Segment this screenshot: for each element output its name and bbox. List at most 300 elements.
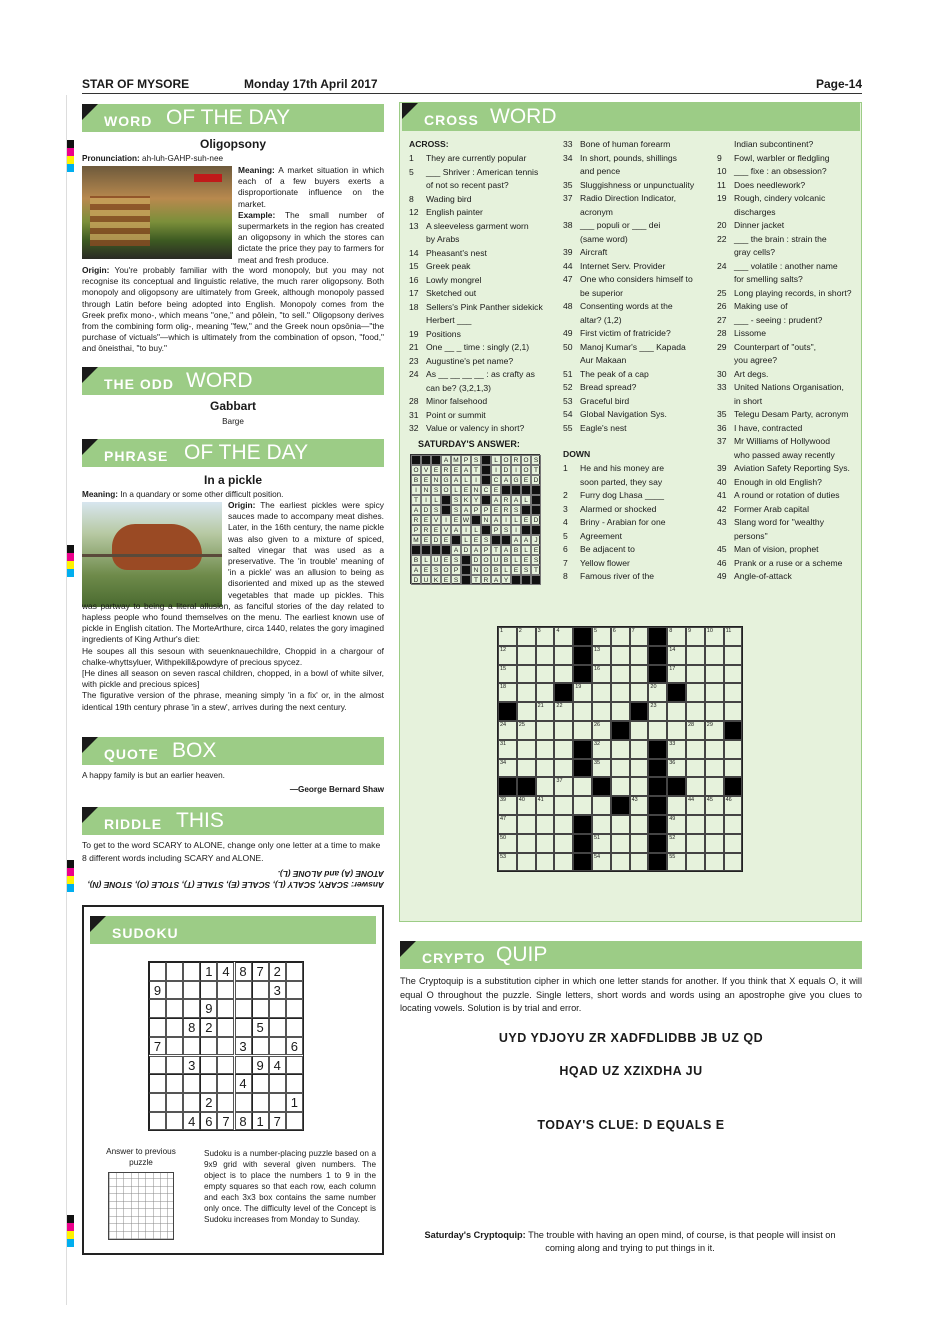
crossword-cell[interactable]: 7 bbox=[630, 627, 649, 646]
crossword-cell[interactable] bbox=[705, 853, 724, 872]
sudoku-cell[interactable] bbox=[166, 1037, 183, 1056]
crossword-cell[interactable] bbox=[573, 702, 592, 721]
clue-line: 24 ___ volatile : another name bbox=[717, 260, 838, 271]
sudoku-cell[interactable] bbox=[269, 1074, 286, 1093]
crossword-cell[interactable]: 26 bbox=[592, 721, 611, 740]
answer-cell bbox=[471, 515, 481, 525]
page-number: Page-14 bbox=[815, 77, 862, 91]
crossword-grid[interactable] bbox=[497, 626, 743, 872]
sudoku-cell[interactable]: 3 bbox=[183, 1056, 200, 1075]
crossword-cell[interactable] bbox=[667, 796, 686, 815]
sudoku-cell[interactable] bbox=[217, 981, 234, 1000]
sudoku-cell[interactable]: 1 bbox=[286, 1093, 303, 1112]
crossword-cell[interactable]: 6 bbox=[611, 627, 630, 646]
answer-cell: D bbox=[431, 535, 441, 545]
sudoku-cell[interactable]: 7 bbox=[149, 1037, 166, 1056]
sudoku-cell[interactable] bbox=[149, 1112, 166, 1131]
todays-clue: TODAY'S CLUE: D EQUALS E bbox=[537, 1118, 725, 1132]
answer-cell: T bbox=[411, 495, 421, 505]
sudoku-cell[interactable]: 4 bbox=[217, 962, 234, 981]
answer-cell: E bbox=[491, 485, 501, 495]
crossword-cell[interactable] bbox=[536, 721, 555, 740]
answer-cell: D bbox=[411, 575, 421, 585]
crossword-cell[interactable] bbox=[724, 759, 743, 778]
crossword-cell[interactable]: 4 bbox=[554, 627, 573, 646]
clue-line: for smelling salts? bbox=[734, 274, 803, 284]
answer-cell: A bbox=[501, 545, 511, 555]
sudoku-cell[interactable]: 5 bbox=[252, 1018, 269, 1037]
sudoku-cell[interactable]: 7 bbox=[269, 1112, 286, 1131]
sudoku-cell[interactable] bbox=[183, 1074, 200, 1093]
crossword-cell[interactable] bbox=[517, 853, 536, 872]
crossword-cell[interactable]: 47 bbox=[498, 815, 517, 834]
crossword-cell[interactable]: 34 bbox=[498, 759, 517, 778]
crossword-cell[interactable] bbox=[517, 834, 536, 853]
crossword-cell[interactable] bbox=[611, 834, 630, 853]
sudoku-cell[interactable] bbox=[166, 1018, 183, 1037]
crossword-cell[interactable]: 16 bbox=[592, 665, 611, 684]
sudoku-cell[interactable]: 1 bbox=[252, 1112, 269, 1131]
crossword-cell[interactable] bbox=[724, 646, 743, 665]
sudoku-cell[interactable] bbox=[166, 1074, 183, 1093]
crossword-cell[interactable]: 18 bbox=[498, 683, 517, 702]
crossword-cell[interactable]: 5 bbox=[592, 627, 611, 646]
crossword-cell[interactable]: 12 bbox=[498, 646, 517, 665]
sudoku-cell[interactable] bbox=[200, 1037, 217, 1056]
down-clues-col3 bbox=[717, 138, 852, 584]
crossword-cell[interactable] bbox=[667, 702, 686, 721]
crossword-cell[interactable]: 25 bbox=[517, 721, 536, 740]
sudoku-grid[interactable] bbox=[148, 961, 304, 1131]
clue-line: 4 Briny - Arabian for one bbox=[563, 517, 666, 527]
crossword-cell[interactable] bbox=[536, 834, 555, 853]
clue-line: 14 Pheasant's nest bbox=[409, 247, 487, 258]
clue-line: 22 ___ the brain : strain the bbox=[717, 233, 827, 244]
cipher-line-1: UYD YDJOYU ZR XADFDLIDBB JB UZ QD bbox=[498, 1031, 764, 1045]
crossword-cell[interactable]: 8 bbox=[667, 627, 686, 646]
crossword-cell[interactable]: 29 bbox=[705, 721, 724, 740]
sudoku-cell[interactable] bbox=[235, 981, 252, 1000]
crossword-cell[interactable] bbox=[705, 740, 724, 759]
crossword-cell[interactable]: 32 bbox=[592, 740, 611, 759]
sudoku-cell[interactable] bbox=[217, 999, 234, 1018]
sudoku-cell[interactable] bbox=[217, 1037, 234, 1056]
sudoku-cell[interactable] bbox=[269, 1093, 286, 1112]
answer-cell bbox=[411, 455, 421, 465]
sudoku-cell[interactable]: 2 bbox=[200, 1018, 217, 1037]
crossword-cell[interactable] bbox=[517, 646, 536, 665]
clue-line: 52 Bread spread? bbox=[563, 382, 637, 392]
sudoku-cell[interactable] bbox=[286, 962, 303, 981]
sudoku-cell[interactable]: 3 bbox=[269, 981, 286, 1000]
previous-sudoku-answer bbox=[108, 1172, 174, 1240]
supermarket-photo bbox=[82, 166, 232, 259]
crossword-cell[interactable]: 52 bbox=[667, 834, 686, 853]
crossword-cell bbox=[648, 627, 667, 646]
crossword-cell[interactable] bbox=[554, 721, 573, 740]
crossword-cell[interactable] bbox=[573, 721, 592, 740]
clue-line: 13 A sleeveless garment worn bbox=[409, 220, 529, 231]
sudoku-cell[interactable]: 1 bbox=[200, 962, 217, 981]
crossword-cell[interactable] bbox=[554, 740, 573, 759]
clue-line: 42 Former Arab capital bbox=[717, 503, 809, 514]
sudoku-cell[interactable] bbox=[252, 1093, 269, 1112]
crossword-cell[interactable]: 17 bbox=[667, 665, 686, 684]
previous-answer-label: Answer to previous puzzle bbox=[106, 1147, 176, 1167]
sudoku-cell[interactable]: 2 bbox=[269, 962, 286, 981]
sudoku-cell[interactable] bbox=[235, 1018, 252, 1037]
sudoku-cell[interactable]: 9 bbox=[252, 1056, 269, 1075]
crossword-cell[interactable] bbox=[517, 665, 536, 684]
answer-cell bbox=[441, 495, 451, 505]
crossword-cell[interactable] bbox=[573, 777, 592, 796]
crossword-cell[interactable] bbox=[705, 702, 724, 721]
answer-cell: S bbox=[531, 555, 541, 565]
crossword-cell bbox=[648, 834, 667, 853]
clue-line: 37 Mr Williams of Hollywood bbox=[717, 436, 830, 446]
crossword-cell[interactable] bbox=[611, 759, 630, 778]
crossword-cell[interactable] bbox=[705, 683, 724, 702]
answer-cell: S bbox=[451, 555, 461, 565]
crossword-cell[interactable] bbox=[630, 853, 649, 872]
crossword-cell[interactable]: 14 bbox=[667, 646, 686, 665]
crossword-cell[interactable] bbox=[686, 683, 705, 702]
crossword-cell[interactable] bbox=[630, 646, 649, 665]
answer-cell: A bbox=[411, 565, 421, 575]
crossword-cell[interactable] bbox=[705, 815, 724, 834]
sudoku-cell[interactable] bbox=[166, 981, 183, 1000]
sudoku-cell[interactable] bbox=[200, 1056, 217, 1075]
sudoku-cell[interactable]: 8 bbox=[235, 1112, 252, 1131]
odd-word-banner: THE ODD WORD bbox=[82, 367, 384, 395]
crossword-cell[interactable] bbox=[705, 834, 724, 853]
sudoku-cell[interactable] bbox=[166, 1056, 183, 1075]
crossword-cell[interactable] bbox=[592, 702, 611, 721]
crossword-cell[interactable]: 24 bbox=[498, 721, 517, 740]
sudoku-cell[interactable] bbox=[149, 1056, 166, 1075]
crossword-cell[interactable] bbox=[611, 853, 630, 872]
answer-cell bbox=[411, 545, 421, 555]
clue-line: 40 Enough in old English? bbox=[717, 476, 822, 487]
answer-cell: E bbox=[421, 565, 431, 575]
answer-cell: R bbox=[501, 495, 511, 505]
crossword-cell bbox=[648, 646, 667, 665]
answer-cell: E bbox=[441, 555, 451, 565]
crossword-cell[interactable]: 43 bbox=[630, 796, 649, 815]
crossword-cell[interactable] bbox=[554, 646, 573, 665]
crossword-cell[interactable] bbox=[705, 646, 724, 665]
sudoku-cell[interactable] bbox=[166, 999, 183, 1018]
crossword-cell[interactable] bbox=[536, 853, 555, 872]
crossword-cell[interactable] bbox=[686, 665, 705, 684]
crossword-cell[interactable] bbox=[686, 702, 705, 721]
crossword-cell[interactable] bbox=[630, 815, 649, 834]
crossword-cell[interactable]: 9 bbox=[686, 627, 705, 646]
sudoku-cell[interactable] bbox=[286, 1018, 303, 1037]
sudoku-cell[interactable] bbox=[183, 1093, 200, 1112]
clue-line: 26 Making use of bbox=[717, 301, 788, 311]
clue-line: 16 Lowly mongrel bbox=[409, 274, 482, 285]
crossword-cell[interactable] bbox=[554, 853, 573, 872]
across-clues-col2 bbox=[563, 138, 694, 435]
clue-line: 32 Value or valency in short? bbox=[409, 423, 525, 433]
crossword-cell[interactable]: 15 bbox=[498, 665, 517, 684]
crossword-cell[interactable] bbox=[724, 702, 743, 721]
clue-line: acronym bbox=[580, 206, 613, 217]
crossword-cell[interactable] bbox=[705, 777, 724, 796]
sudoku-cell[interactable] bbox=[183, 981, 200, 1000]
sudoku-cell[interactable]: 9 bbox=[200, 999, 217, 1018]
answer-cell: L bbox=[491, 455, 501, 465]
clue-line: 47 One who considers himself to bbox=[563, 274, 693, 284]
crossword-cell[interactable] bbox=[592, 683, 611, 702]
page-header bbox=[82, 76, 862, 94]
crossword-cell[interactable]: 13 bbox=[592, 646, 611, 665]
sudoku-cell[interactable] bbox=[286, 1074, 303, 1093]
crossword-cell[interactable] bbox=[686, 834, 705, 853]
crossword-cell[interactable]: 19 bbox=[573, 683, 592, 702]
crossword-cell[interactable]: 40 bbox=[517, 796, 536, 815]
crossword-cell[interactable] bbox=[611, 702, 630, 721]
sudoku-cell[interactable] bbox=[217, 1018, 234, 1037]
answer-cell: D bbox=[461, 545, 471, 555]
sudoku-cell[interactable] bbox=[286, 1056, 303, 1075]
sudoku-cell[interactable] bbox=[183, 999, 200, 1018]
crossword-cell bbox=[573, 853, 592, 872]
crossword-cell[interactable] bbox=[705, 759, 724, 778]
crossword-cell[interactable]: 35 bbox=[592, 759, 611, 778]
crossword-cell[interactable]: 55 bbox=[667, 853, 686, 872]
sudoku-cell[interactable] bbox=[200, 1074, 217, 1093]
crossword-cell[interactable] bbox=[705, 665, 724, 684]
crossword-cell[interactable] bbox=[724, 815, 743, 834]
sudoku-cell[interactable] bbox=[217, 1093, 234, 1112]
crossword-cell[interactable] bbox=[517, 683, 536, 702]
crossword-cell[interactable] bbox=[630, 759, 649, 778]
sudoku-cell[interactable] bbox=[200, 981, 217, 1000]
sudoku-cell[interactable] bbox=[286, 999, 303, 1018]
crossword-cell[interactable] bbox=[630, 740, 649, 759]
answer-cell: R bbox=[411, 515, 421, 525]
crossword-cell[interactable] bbox=[686, 853, 705, 872]
sudoku-cell[interactable] bbox=[183, 1037, 200, 1056]
crossword-cell[interactable] bbox=[554, 759, 573, 778]
sudoku-cell[interactable] bbox=[149, 999, 166, 1018]
sudoku-cell[interactable] bbox=[149, 1093, 166, 1112]
crossword-cell[interactable] bbox=[630, 777, 649, 796]
crossword-cell[interactable]: 3 bbox=[536, 627, 555, 646]
down-label: DOWN bbox=[563, 449, 591, 459]
answer-cell: I bbox=[501, 515, 511, 525]
crossword-cell[interactable] bbox=[517, 759, 536, 778]
crossword-cell[interactable] bbox=[517, 740, 536, 759]
sudoku-cell[interactable]: 2 bbox=[200, 1093, 217, 1112]
crossword-cell[interactable] bbox=[611, 665, 630, 684]
sudoku-cell[interactable] bbox=[149, 1074, 166, 1093]
answer-cell: P bbox=[451, 565, 461, 575]
sudoku-cell[interactable] bbox=[217, 1074, 234, 1093]
sudoku-cell[interactable] bbox=[149, 962, 166, 981]
crossword-cell[interactable] bbox=[648, 721, 667, 740]
answer-cell: A bbox=[451, 475, 461, 485]
crossword-cell[interactable]: 46 bbox=[724, 796, 743, 815]
answer-cell: Y bbox=[471, 495, 481, 505]
crossword-cell[interactable] bbox=[686, 646, 705, 665]
sudoku-cell[interactable]: 4 bbox=[235, 1074, 252, 1093]
odd-word-meaning: Barge bbox=[222, 417, 244, 426]
crossword-cell[interactable]: 11 bbox=[724, 627, 743, 646]
crossword-cell[interactable] bbox=[536, 759, 555, 778]
clue-line: 24 As __ __ __ __ : as crafty as bbox=[409, 369, 535, 379]
crossword-cell[interactable]: 21 bbox=[536, 702, 555, 721]
crossword-cell[interactable] bbox=[686, 759, 705, 778]
crossword-cell[interactable]: 53 bbox=[498, 853, 517, 872]
crossword-cell[interactable]: 36 bbox=[667, 759, 686, 778]
sudoku-cell[interactable]: 7 bbox=[252, 962, 269, 981]
crossword-cell[interactable]: 22 bbox=[554, 702, 573, 721]
sudoku-cell[interactable]: 6 bbox=[200, 1112, 217, 1131]
crossword-cell[interactable]: 49 bbox=[667, 815, 686, 834]
crossword-cell[interactable]: 2 bbox=[517, 627, 536, 646]
crossword-cell[interactable] bbox=[724, 683, 743, 702]
sudoku-cell[interactable] bbox=[269, 1018, 286, 1037]
crossword-cell[interactable] bbox=[630, 665, 649, 684]
crossword-cell[interactable] bbox=[554, 796, 573, 815]
answer-cell: A bbox=[461, 505, 471, 515]
crossword-cell[interactable]: 51 bbox=[592, 834, 611, 853]
crossword-cell[interactable] bbox=[554, 665, 573, 684]
sudoku-cell[interactable] bbox=[252, 1074, 269, 1093]
sudoku-cell[interactable] bbox=[269, 1037, 286, 1056]
sudoku-banner: SUDOKU bbox=[90, 916, 376, 944]
sudoku-cell[interactable]: 4 bbox=[183, 1112, 200, 1131]
crossword-cell[interactable]: 23 bbox=[648, 702, 667, 721]
sudoku-cell[interactable]: 8 bbox=[235, 962, 252, 981]
crossword-cell[interactable] bbox=[592, 815, 611, 834]
sudoku-cell[interactable]: 7 bbox=[217, 1112, 234, 1131]
sudoku-cell[interactable] bbox=[235, 1093, 252, 1112]
cryptoquip-intro: The Cryptoquip is a substitution cipher in which one letter stands for another. If you think that X equals O, it will equal O throughout the puzzle. Single letters, short words and words using an apostrophe give you clues to locating vowels. Solution is by trial and error. bbox=[400, 976, 862, 1013]
crossword-cell[interactable]: 54 bbox=[592, 853, 611, 872]
sudoku-cell[interactable] bbox=[235, 1056, 252, 1075]
crossword-cell[interactable] bbox=[536, 815, 555, 834]
crossword-cell[interactable] bbox=[517, 815, 536, 834]
sudoku-cell[interactable] bbox=[235, 999, 252, 1018]
crossword-cell[interactable] bbox=[536, 740, 555, 759]
sudoku-cell[interactable]: 8 bbox=[183, 1018, 200, 1037]
crossword-cell[interactable]: 45 bbox=[705, 796, 724, 815]
answer-cell bbox=[441, 545, 451, 555]
crossword-cell[interactable] bbox=[686, 815, 705, 834]
answer-cell bbox=[421, 455, 431, 465]
crossword-cell[interactable] bbox=[611, 683, 630, 702]
sudoku-cell[interactable] bbox=[252, 999, 269, 1018]
sudoku-cell[interactable]: 9 bbox=[149, 981, 166, 1000]
crossword-cell[interactable]: 28 bbox=[686, 721, 705, 740]
crossword-cell[interactable]: 20 bbox=[648, 683, 667, 702]
sudoku-cell[interactable] bbox=[166, 1093, 183, 1112]
sudoku-cell[interactable] bbox=[286, 981, 303, 1000]
answer-cell: A bbox=[441, 455, 451, 465]
sudoku-cell[interactable] bbox=[252, 981, 269, 1000]
crossword-cell[interactable]: 1 bbox=[498, 627, 517, 646]
crossword-cell[interactable] bbox=[611, 815, 630, 834]
crossword-cell[interactable] bbox=[630, 683, 649, 702]
crossword-cell[interactable]: 31 bbox=[498, 740, 517, 759]
crossword-cell[interactable] bbox=[517, 702, 536, 721]
crossword-cell[interactable] bbox=[611, 740, 630, 759]
sudoku-cell[interactable] bbox=[286, 1112, 303, 1131]
clue-line: discharges bbox=[734, 206, 776, 217]
crossword-cell[interactable] bbox=[686, 777, 705, 796]
crossword-cell[interactable]: 41 bbox=[536, 796, 555, 815]
crossword-cell bbox=[573, 665, 592, 684]
clue-line: 11 Does needlework? bbox=[717, 179, 806, 190]
crossword-cell[interactable] bbox=[724, 834, 743, 853]
crossword-cell[interactable]: 44 bbox=[686, 796, 705, 815]
cipher-line-2: HQAD UZ XZIXDHA JU bbox=[559, 1064, 703, 1078]
crossword-cell[interactable] bbox=[536, 683, 555, 702]
crossword-cell[interactable]: 50 bbox=[498, 834, 517, 853]
crossword-cell bbox=[573, 834, 592, 853]
sudoku-cell[interactable]: 4 bbox=[269, 1056, 286, 1075]
sudoku-cell[interactable] bbox=[149, 1018, 166, 1037]
word-origin: Origin: You're probably familiar with the word monopoly, but you may not recognise its conceptual and linguistic relative, the much rarer oligopsony. Both monopoly and oligopsony are ultimately from Greek, although monopoly passed through Latin before being adopted into English. Monopoly comes from the Greek prefix mono-, which means "one," and pōlein, "to sell." Oligopsony derives from the combining form olig-, meaning "few," and the Greek noun opsōnia—"the purchase of victuals"—which is ultimately from the combination of opson, "food," and ōneisthai, "to buy." bbox=[82, 265, 384, 354]
sudoku-cell[interactable] bbox=[183, 962, 200, 981]
answer-cell: L bbox=[511, 515, 521, 525]
sudoku-cell[interactable] bbox=[166, 1112, 183, 1131]
crossword-cell[interactable]: 37 bbox=[554, 777, 573, 796]
crossword-cell[interactable] bbox=[630, 721, 649, 740]
answer-cell: A bbox=[521, 535, 531, 545]
crossword-cell[interactable]: 39 bbox=[498, 796, 517, 815]
answer-cell: T bbox=[471, 465, 481, 475]
crossword-cell[interactable] bbox=[686, 740, 705, 759]
crossword-cell[interactable] bbox=[667, 721, 686, 740]
crossword-cell[interactable] bbox=[536, 777, 555, 796]
answer-cell bbox=[501, 485, 511, 495]
crossword-cell[interactable] bbox=[630, 834, 649, 853]
crossword-cell[interactable] bbox=[724, 853, 743, 872]
sudoku-cell[interactable] bbox=[252, 1037, 269, 1056]
crossword-cell[interactable] bbox=[573, 796, 592, 815]
crossword-cell[interactable] bbox=[611, 646, 630, 665]
sudoku-cell[interactable]: 6 bbox=[286, 1037, 303, 1056]
crossword-cell[interactable] bbox=[724, 665, 743, 684]
answer-cell: L bbox=[521, 495, 531, 505]
sudoku-cell[interactable]: 3 bbox=[235, 1037, 252, 1056]
crossword-cell[interactable]: 33 bbox=[667, 740, 686, 759]
answer-cell: G bbox=[441, 475, 451, 485]
crossword-cell[interactable] bbox=[724, 740, 743, 759]
sudoku-cell[interactable] bbox=[217, 1056, 234, 1075]
down-clues-col2 bbox=[563, 462, 666, 584]
answer-cell bbox=[481, 495, 491, 505]
answer-cell: A bbox=[451, 545, 461, 555]
crossword-cell[interactable] bbox=[554, 815, 573, 834]
crossword-cell[interactable] bbox=[611, 777, 630, 796]
crossword-cell[interactable] bbox=[592, 796, 611, 815]
sudoku-cell[interactable] bbox=[166, 962, 183, 981]
answer-cell: U bbox=[491, 555, 501, 565]
crossword-cell[interactable] bbox=[536, 665, 555, 684]
crossword-cell[interactable] bbox=[536, 646, 555, 665]
clue-line: 29 Counterpart of "outs", bbox=[717, 341, 817, 352]
sudoku-cell[interactable] bbox=[269, 999, 286, 1018]
crossword-cell[interactable]: 10 bbox=[705, 627, 724, 646]
answer-cell: P bbox=[481, 545, 491, 555]
crossword-cell[interactable] bbox=[554, 834, 573, 853]
